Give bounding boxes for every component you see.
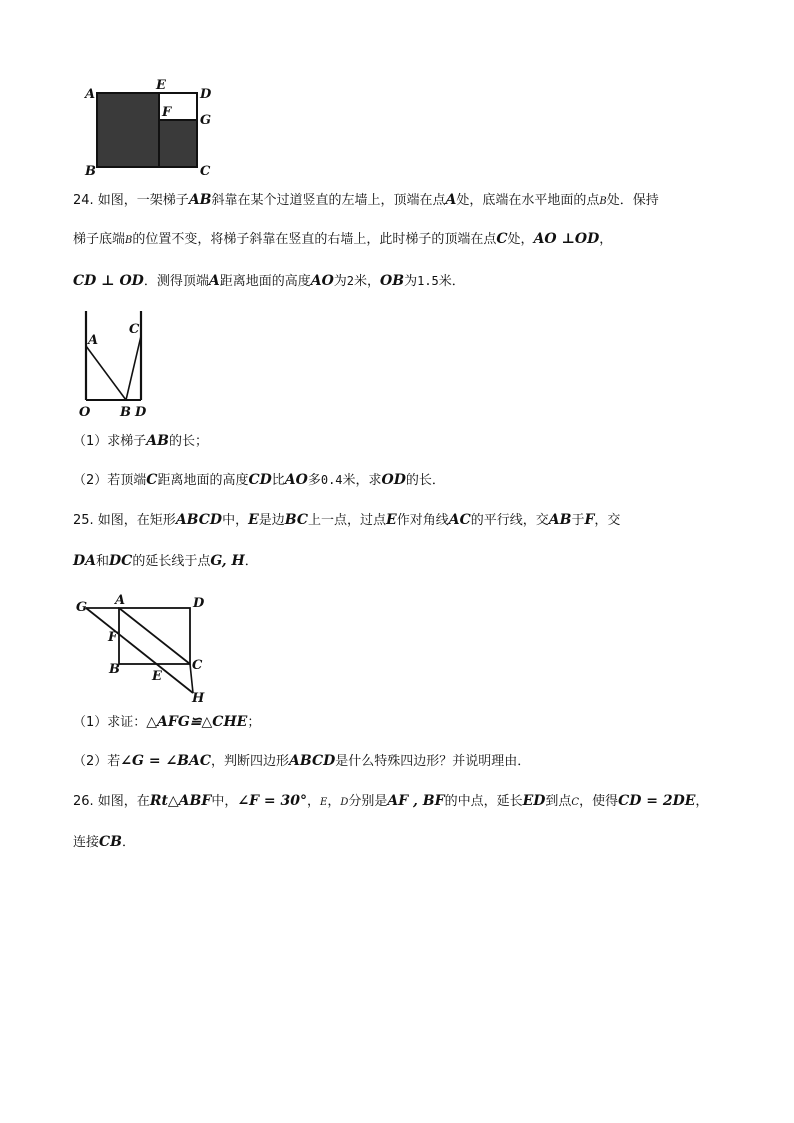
fig1-label-A: A <box>85 87 96 102</box>
fig24-label-O: O <box>79 405 91 420</box>
fig1-label-E: E <box>156 78 166 93</box>
q24-part2: （2）若顶端C距离地面的高度CD比AO多0.4米，求OD的长． <box>73 472 445 488</box>
fig25-label-A: A <box>115 593 126 608</box>
line-GH <box>86 608 193 693</box>
shaded-left-rect <box>97 93 159 167</box>
figure-rectangles <box>80 78 220 178</box>
fig24-label-A: A <box>88 333 99 348</box>
fig25-label-E: E <box>152 669 162 684</box>
fig25-label-F: F <box>108 630 118 645</box>
fig24-label-D: D <box>135 405 147 420</box>
q24-part1: （1）求梯子AB的长； <box>73 433 208 449</box>
q24-line3: CD ⊥ OD．测得顶端A距离地面的高度AO为2米，OB为1.5米． <box>73 273 465 289</box>
ladder-CB <box>126 336 141 400</box>
fig25-label-G: G <box>76 600 88 615</box>
figure-rectangle-abcd <box>73 592 213 704</box>
fig25-label-D: D <box>193 596 205 611</box>
q25-line1: 25. 如图，在矩形ABCD中，E是边BC上一点，过点E作对角线AC的平行线，交AB于F，交 <box>73 512 621 528</box>
fig1-label-B: B <box>85 164 96 178</box>
fig1-label-F: F <box>162 105 172 120</box>
q26-line1: 26. 如图，在Rt△ABF中，∠F = 30°，E，D分别是AF , BF的中点，延长ED到点C，使得CD = 2DE， <box>73 793 709 809</box>
q24-line2: 梯子底端B的位置不变，将梯子斜靠在竖直的右墙上，此时梯子的顶端在点C处，AO ⊥OD， <box>73 231 613 247</box>
q25-line2: DA和DC的延长线于点G, H． <box>73 553 258 569</box>
fig1-label-C: C <box>200 164 211 178</box>
shaded-right-rect <box>159 120 197 167</box>
fig25-label-B: B <box>109 662 120 677</box>
fig25-label-C: C <box>192 658 203 673</box>
q25-part1: （1）求证：△AFG≌△CHE； <box>73 714 261 730</box>
q26-line2: 连接CB． <box>73 834 136 850</box>
fig24-label-C: C <box>129 322 140 337</box>
diagonal-AC <box>119 608 190 664</box>
q24-line1: 24. 如图，一架梯子AB斜靠在某个过道竖直的左墙上，顶端在点A处，底端在水平地面的点B处．保持 <box>73 192 659 208</box>
ladder-AB <box>86 346 126 400</box>
q25-part2: （2）若∠G = ∠BAC，判断四边形ABCD是什么特殊四边形？并说明理由． <box>73 753 531 769</box>
fig24-label-B: B <box>120 405 131 420</box>
fig1-label-G: G <box>200 113 212 128</box>
fig25-label-H: H <box>192 691 205 704</box>
figure-ladder <box>75 306 160 420</box>
fig1-label-D: D <box>200 87 212 102</box>
